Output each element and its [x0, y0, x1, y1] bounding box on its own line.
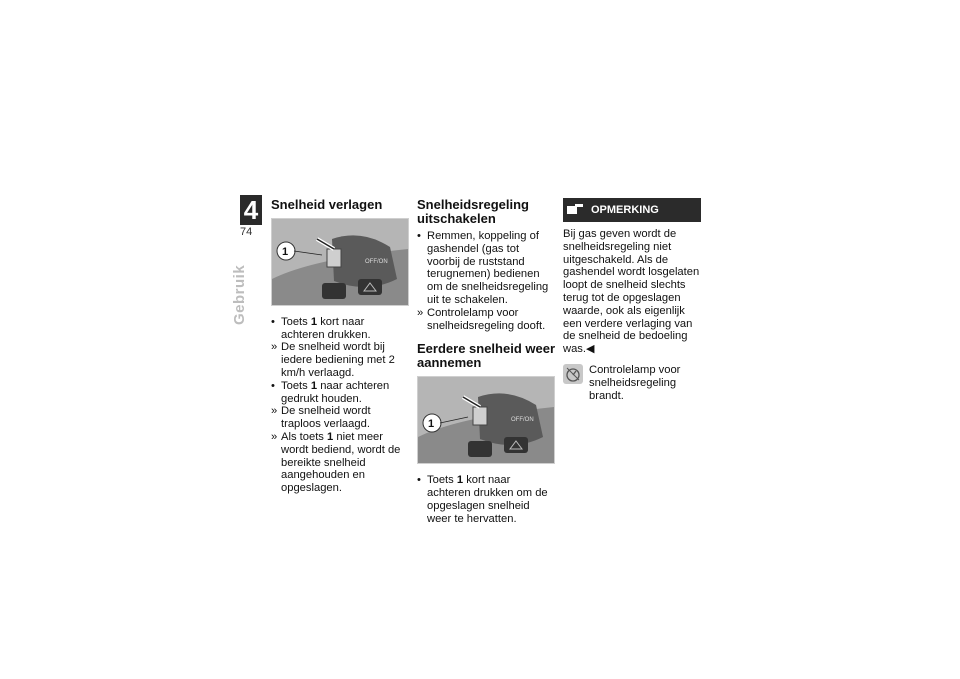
chapter-number: 4 — [240, 195, 262, 225]
section-heading-reduce-speed: Snelheid verlagen — [271, 197, 383, 212]
page-number: 74 — [240, 226, 253, 238]
handlebar-switch-figure — [271, 218, 409, 306]
section-heading-resume-speed: Eerdere snelheid weer aannemen — [417, 341, 556, 371]
column-2 — [417, 198, 555, 525]
chapter-label: Gebruik — [231, 264, 248, 325]
list-item: » De snelheid wordt bij iedere bediening met 2 km/h verlaagd. — [271, 341, 409, 379]
figure-callout-label: 1 — [282, 246, 289, 258]
list-item: • Toets 1 kort naar achteren drukken om de opgeslagen snelheid weer te hervatten. — [417, 474, 555, 525]
hand-pointer-icon — [567, 204, 583, 216]
list-item: » Als toets 1 niet meer wordt bediend, wordt de bereikte snelheid aangehouden en opgeslagen. — [271, 431, 409, 495]
end-mark: ◀ — [586, 343, 595, 356]
column-1 — [271, 198, 409, 495]
list-item: • Remmen, koppeling of gashendel (gas tot voorbij de ruststand terugnemen) bedienen om de snelheidsregeling uit te schakelen. — [417, 230, 555, 307]
handlebar-switch-figure — [417, 376, 555, 464]
figure-switch-text: OFF/ON — [511, 417, 534, 424]
instruction-list — [271, 316, 409, 495]
indicator-lamp-row — [563, 364, 701, 402]
cruise-control-lamp-icon — [563, 364, 583, 384]
note-text: Bij gas geven wordt de snelheidsregeling niet uitgeschakeld. Als de gashendel wordt losgelaten loopt de snelheid slechts terug tot de opgeslagen waarde, ook als eigenlijk een verdere verlaging van de snelheid de bedoeling was.◀ — [563, 228, 700, 356]
instruction-list — [417, 474, 555, 525]
instruction-list — [417, 230, 555, 332]
section-heading-disable-cruise: Snelheidsregeling uitschakelen — [417, 197, 529, 226]
list-item: • Toets 1 naar achteren gedrukt houden. — [271, 380, 409, 406]
figure-callout-label: 1 — [428, 418, 435, 431]
note-header — [563, 198, 701, 222]
list-item: » Controlelamp voor snelheidsregeling dooft. — [417, 307, 555, 333]
figure-switch-text: OFF/ON — [365, 259, 388, 265]
list-item: • Toets 1 kort naar achteren drukken. — [271, 316, 409, 342]
list-item: » De snelheid wordt traploos verlaagd. — [271, 405, 409, 431]
lamp-description: Controlelamp voor snelheidsregeling brandt. — [589, 363, 681, 402]
note-title: OPMERKING — [591, 203, 659, 216]
column-3 — [563, 198, 701, 402]
